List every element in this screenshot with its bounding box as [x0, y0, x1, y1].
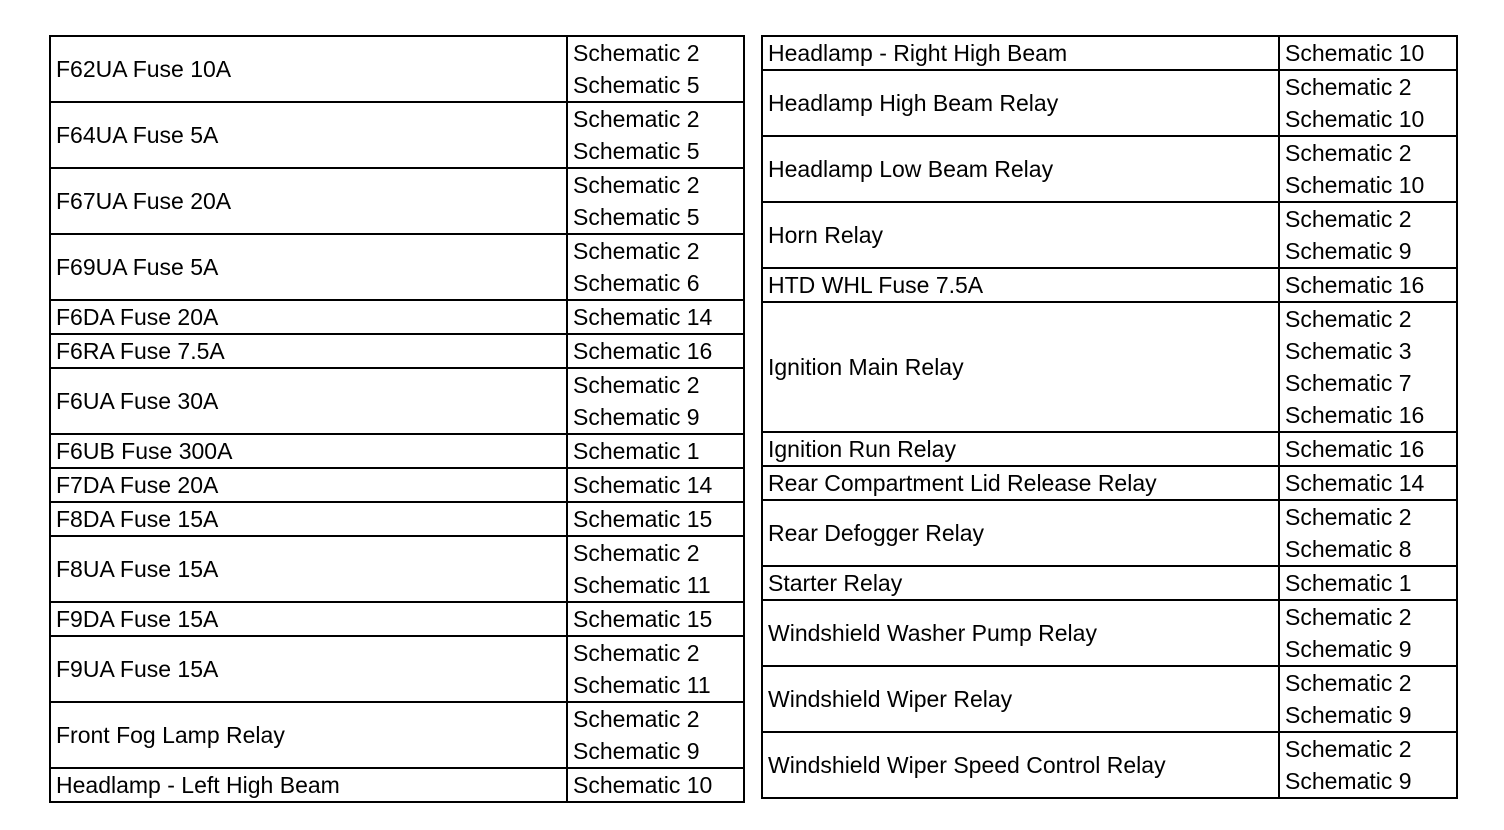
schematic-refs-cell	[567, 300, 744, 334]
table-row	[762, 500, 1457, 566]
schematic-ref: Schematic 2	[1285, 604, 1412, 630]
schematic-refs-cell	[567, 768, 744, 802]
component-name: Headlamp - Left High Beam	[50, 768, 567, 802]
table-row	[50, 468, 744, 502]
component-name: HTD WHL Fuse 7.5A	[762, 268, 1279, 302]
table-row	[762, 136, 1457, 202]
component-name: F69UA Fuse 5A	[50, 234, 567, 300]
schematic-refs-cell	[567, 602, 744, 636]
schematic-refs-cell	[1279, 600, 1457, 666]
component-name: Headlamp - Right High Beam	[762, 36, 1279, 70]
component-name: Front Fog Lamp Relay	[50, 702, 567, 768]
schematic-ref: Schematic 9	[573, 738, 700, 764]
schematic-ref: Schematic 15	[573, 606, 713, 632]
schematic-refs-cell	[1279, 732, 1457, 798]
schematic-ref: Schematic 2	[573, 706, 700, 732]
schematic-ref: Schematic 9	[573, 404, 700, 430]
schematic-refs-cell	[1279, 566, 1457, 600]
schematic-ref: Schematic 2	[1285, 140, 1412, 166]
table-row	[50, 536, 744, 602]
schematic-ref: Schematic 2	[1285, 74, 1412, 100]
schematic-refs-cell	[1279, 136, 1457, 202]
component-name: Starter Relay	[762, 566, 1279, 600]
schematic-refs-cell	[1279, 268, 1457, 302]
component-name: Headlamp Low Beam Relay	[762, 136, 1279, 202]
component-name: F8DA Fuse 15A	[50, 502, 567, 536]
component-name: Horn Relay	[762, 202, 1279, 268]
schematic-refs-cell	[567, 536, 744, 602]
schematic-ref: Schematic 9	[1285, 238, 1412, 264]
schematic-ref: Schematic 5	[573, 72, 700, 98]
component-name: F62UA Fuse 10A	[50, 36, 567, 102]
schematic-ref: Schematic 9	[1285, 702, 1412, 728]
component-name: F9DA Fuse 15A	[50, 602, 567, 636]
schematic-ref: Schematic 1	[573, 438, 700, 464]
schematic-refs-cell	[567, 468, 744, 502]
schematic-ref: Schematic 2	[1285, 736, 1412, 762]
schematic-refs-cell	[567, 434, 744, 468]
table-row	[762, 466, 1457, 500]
schematic-refs-cell	[567, 234, 744, 300]
schematic-ref: Schematic 2	[1285, 670, 1412, 696]
schematic-refs-cell	[567, 368, 744, 434]
schematic-ref: Schematic 10	[573, 772, 713, 798]
schematic-refs-cell	[567, 702, 744, 768]
schematic-refs-cell	[567, 334, 744, 368]
component-name: Windshield Washer Pump Relay	[762, 600, 1279, 666]
table-row	[762, 600, 1457, 666]
schematic-refs-cell	[567, 636, 744, 702]
schematic-ref: Schematic 9	[1285, 636, 1412, 662]
component-name: F64UA Fuse 5A	[50, 102, 567, 168]
component-name: Rear Compartment Lid Release Relay	[762, 466, 1279, 500]
schematic-ref: Schematic 16	[1285, 436, 1425, 462]
table-row	[50, 502, 744, 536]
schematic-refs-cell	[1279, 432, 1457, 466]
table-row	[50, 368, 744, 434]
schematic-ref: Schematic 16	[573, 338, 713, 364]
schematic-ref: Schematic 5	[573, 138, 700, 164]
schematic-ref: Schematic 11	[573, 672, 711, 698]
component-name: F9UA Fuse 15A	[50, 636, 567, 702]
schematic-ref: Schematic 5	[573, 204, 700, 230]
schematic-refs-cell	[1279, 466, 1457, 500]
schematic-ref: Schematic 15	[573, 506, 713, 532]
component-name: F67UA Fuse 20A	[50, 168, 567, 234]
table-row	[50, 102, 744, 168]
schematic-ref: Schematic 14	[1285, 470, 1425, 496]
schematic-ref: Schematic 6	[573, 270, 700, 296]
table-row	[50, 434, 744, 468]
schematic-refs-cell	[1279, 36, 1457, 70]
schematic-ref: Schematic 2	[573, 238, 700, 264]
schematic-ref: Schematic 1	[1285, 570, 1412, 596]
schematic-ref: Schematic 10	[1285, 172, 1425, 198]
table-row	[762, 36, 1457, 70]
component-name: F6RA Fuse 7.5A	[50, 334, 567, 368]
table-row	[50, 168, 744, 234]
table-row	[50, 334, 744, 368]
table-row	[50, 234, 744, 300]
schematic-ref: Schematic 9	[1285, 768, 1412, 794]
schematic-ref: Schematic 8	[1285, 536, 1412, 562]
table-row	[762, 70, 1457, 136]
table-row	[50, 636, 744, 702]
schematic-ref: Schematic 16	[1285, 402, 1425, 428]
table-body	[762, 36, 1457, 798]
schematic-refs-cell	[567, 36, 744, 102]
component-name: Rear Defogger Relay	[762, 500, 1279, 566]
component-name: F7DA Fuse 20A	[50, 468, 567, 502]
table-row	[50, 300, 744, 334]
schematic-refs-cell	[1279, 202, 1457, 268]
component-name: Windshield Wiper Relay	[762, 666, 1279, 732]
table-row	[762, 202, 1457, 268]
component-name: Windshield Wiper Speed Control Relay	[762, 732, 1279, 798]
component-name: F6UB Fuse 300A	[50, 434, 567, 468]
schematic-ref: Schematic 14	[573, 472, 713, 498]
table-row	[762, 666, 1457, 732]
table-row	[50, 768, 744, 802]
table-row	[762, 732, 1457, 798]
component-name: Ignition Run Relay	[762, 432, 1279, 466]
schematic-ref: Schematic 14	[573, 304, 713, 330]
schematic-refs-cell	[567, 168, 744, 234]
schematic-ref: Schematic 2	[573, 372, 700, 398]
component-index-table-right	[761, 35, 1458, 799]
schematic-ref: Schematic 3	[1285, 338, 1412, 364]
schematic-refs-cell	[1279, 302, 1457, 432]
component-name: F6UA Fuse 30A	[50, 368, 567, 434]
schematic-ref: Schematic 7	[1285, 370, 1412, 396]
schematic-ref: Schematic 2	[573, 540, 700, 566]
schematic-ref: Schematic 2	[573, 106, 700, 132]
schematic-ref: Schematic 10	[1285, 40, 1425, 66]
schematic-refs-cell	[1279, 70, 1457, 136]
table-row	[762, 268, 1457, 302]
schematic-ref: Schematic 2	[573, 640, 700, 666]
schematic-ref: Schematic 2	[573, 40, 700, 66]
schematic-ref: Schematic 11	[573, 572, 711, 598]
schematic-ref: Schematic 10	[1285, 106, 1425, 132]
table-row	[50, 702, 744, 768]
table-body	[50, 36, 744, 802]
schematic-refs-cell	[567, 502, 744, 536]
schematic-ref: Schematic 2	[1285, 504, 1412, 530]
schematic-refs-cell	[567, 102, 744, 168]
schematic-ref: Schematic 2	[1285, 306, 1412, 332]
schematic-refs-cell	[1279, 500, 1457, 566]
schematic-ref: Schematic 2	[1285, 206, 1412, 232]
table-row	[50, 602, 744, 636]
table-row	[762, 302, 1457, 432]
table-row	[762, 432, 1457, 466]
component-index-table-left	[49, 35, 745, 803]
schematic-ref: Schematic 2	[573, 172, 700, 198]
component-name: Headlamp High Beam Relay	[762, 70, 1279, 136]
component-name: Ignition Main Relay	[762, 302, 1279, 432]
schematic-refs-cell	[1279, 666, 1457, 732]
component-name: F6DA Fuse 20A	[50, 300, 567, 334]
schematic-ref: Schematic 16	[1285, 272, 1425, 298]
table-row	[762, 566, 1457, 600]
component-name: F8UA Fuse 15A	[50, 536, 567, 602]
table-row	[50, 36, 744, 102]
